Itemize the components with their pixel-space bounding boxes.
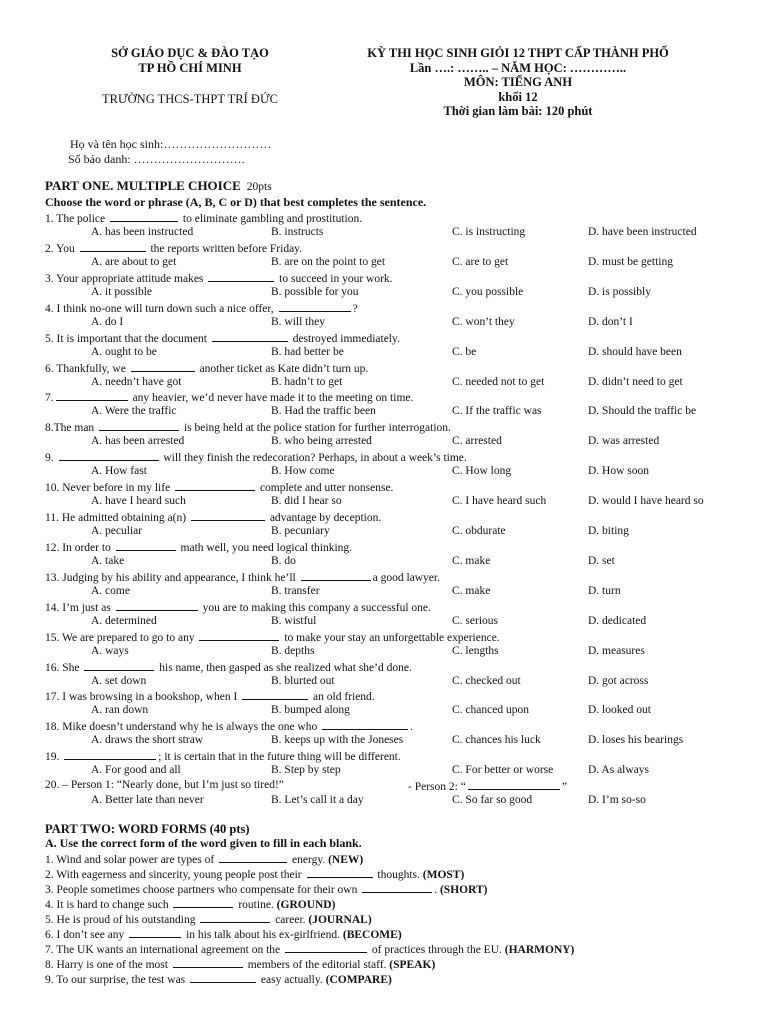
question-text: to make your stay an unforgettable experience. (281, 631, 500, 644)
answer-option[interactable]: C. arrested (452, 435, 502, 448)
question-text: 2. You (45, 242, 78, 255)
question-text: 8.The man (45, 422, 98, 435)
answer-option[interactable]: D. don’t I (588, 315, 633, 328)
options-row (0, 584, 768, 599)
question-text: is being held at the police station for further interrogation. (181, 422, 451, 435)
options-row (0, 434, 768, 449)
options-row (0, 763, 768, 778)
answer-option[interactable]: D. loses his bearings (588, 734, 684, 747)
item-text: 3. People sometimes choose partners who compensate for their own (45, 884, 361, 896)
answer-option[interactable]: D. turn (588, 584, 621, 597)
question-text: an old friend. (310, 691, 375, 704)
answer-option[interactable]: D. would I have heard so (588, 495, 704, 508)
answer-option[interactable]: D. set (588, 554, 615, 567)
question-stem (45, 419, 451, 435)
answer-option[interactable]: D. is possibly (588, 285, 651, 298)
question-stem (45, 569, 440, 585)
answer-blank[interactable] (279, 300, 351, 312)
answer-blank[interactable] (59, 449, 159, 461)
item-text: 7. The UK wants an international agreement on the (45, 944, 284, 956)
options-row (0, 375, 768, 390)
word-form-item (45, 866, 464, 882)
answer-option[interactable]: D. must be getting (588, 255, 673, 268)
answer-option[interactable]: B. will they (271, 315, 325, 328)
word-cue: (HARMONY) (504, 944, 575, 956)
item-text: 9. To our surprise, the test was (45, 974, 189, 986)
question-stem (45, 539, 352, 555)
options-row (0, 703, 768, 718)
answer-blank[interactable] (219, 851, 287, 863)
answer-blank[interactable] (212, 330, 288, 342)
part-one-heading: PART ONE. MULTIPLE CHOICE (45, 178, 241, 193)
answer-option[interactable]: C. checked out (452, 674, 521, 687)
question-text: 10. Never before in my life (45, 482, 174, 495)
question-text: 4. I think no-one will turn down such a nice offer, (45, 302, 277, 315)
question-text: any heavier, we’d never have made it to the meeting on time. (129, 392, 414, 405)
answer-blank[interactable] (468, 778, 560, 790)
question-text: 19. (45, 751, 63, 764)
question-text: 18. Mike doesn’t understand why he is always the one who (45, 721, 321, 734)
answer-blank[interactable] (116, 599, 198, 611)
answer-option[interactable]: C. is instructing (452, 226, 526, 238)
answer-option[interactable]: D. As always (588, 764, 650, 777)
answer-option[interactable]: C. make (452, 554, 491, 567)
answer-option[interactable]: B. instructs (271, 226, 324, 238)
question-stem (45, 270, 393, 286)
answer-option[interactable]: B. Let’s call it a day (271, 794, 364, 807)
answer-option[interactable]: C. For better or worse (452, 764, 554, 777)
answer-option[interactable]: D. dedicated (588, 614, 647, 627)
word-cue: (GROUND) (276, 899, 336, 911)
question-text: you are to making this company a successful one. (199, 601, 431, 614)
question-stem (45, 688, 375, 704)
question-text: 13. Judging by his ability and appearance, I think he’ll (45, 571, 299, 584)
question-text: destroyed immediately. (289, 332, 400, 345)
exam-duration: Thời gian làm bài: 120 phút (443, 104, 593, 118)
question-text: ” (561, 781, 567, 794)
question-stem (45, 509, 381, 525)
question-text: his name, then gasped as she realized what she’d done. (156, 661, 412, 674)
item-text: members of the editorial staff. (244, 959, 390, 971)
options-row (0, 674, 768, 689)
question-text: - Person 2: “ (408, 781, 466, 794)
options-row (0, 614, 768, 629)
answer-blank[interactable] (307, 866, 373, 878)
options-row (0, 345, 768, 360)
answer-option[interactable]: C. I have heard such (452, 495, 547, 508)
answer-option[interactable]: D. I’m so-so (588, 794, 646, 807)
answer-option[interactable]: A. ought to be (91, 345, 157, 358)
options-row (0, 315, 768, 330)
question-stem (45, 718, 413, 734)
question-text: math well, you need logical thinking. (177, 541, 353, 554)
answer-option[interactable]: C. are to get (452, 255, 509, 268)
question-text: 17. I was browsing in a bookshop, when I (45, 691, 241, 704)
answer-option[interactable]: A. needn’t have got (91, 375, 182, 388)
item-text: 8. Harry is one of the most (45, 959, 171, 971)
answer-option[interactable]: C. How long (452, 465, 512, 478)
answer-blank[interactable] (190, 971, 256, 983)
answer-option[interactable]: C. chances his luck (452, 734, 541, 747)
answer-option[interactable]: C. you possible (452, 285, 524, 298)
answer-blank[interactable] (173, 896, 233, 908)
question-stem (45, 479, 393, 495)
person-two-line (408, 778, 567, 794)
question-stem (45, 389, 413, 405)
word-form-item (45, 896, 335, 912)
question-text: . (410, 721, 413, 734)
answer-option[interactable]: B. do (271, 554, 296, 567)
answer-option[interactable]: B. depths (271, 644, 315, 657)
word-form-item (45, 851, 363, 867)
answer-option[interactable]: A. come (91, 584, 130, 597)
word-cue: (COMPARE) (325, 974, 392, 986)
part-one-points: 20pts (246, 181, 272, 193)
answer-option[interactable]: C. won’t they (452, 315, 515, 328)
department-name: SỞ GIÁO DỤC & ĐÀO TẠO (111, 46, 269, 60)
answer-blank[interactable] (129, 926, 181, 938)
answer-option[interactable]: C. be (452, 345, 477, 358)
student-id-field: Số báo danh: ………………………. (68, 152, 245, 166)
item-text: thoughts. (374, 869, 423, 881)
answer-option[interactable]: A. has been arrested (91, 435, 185, 448)
answer-blank[interactable] (200, 911, 270, 923)
answer-blank[interactable] (110, 210, 178, 222)
answer-option[interactable]: C. serious (452, 614, 498, 627)
question-text: another ticket as Kate didn’t turn up. (196, 362, 369, 375)
answer-blank[interactable] (116, 539, 176, 551)
question-stem (45, 629, 500, 645)
answer-blank[interactable] (208, 270, 274, 282)
word-form-item (45, 911, 372, 927)
options-row (0, 733, 768, 748)
answer-option[interactable]: B. Had the traffic been (271, 405, 376, 418)
question-stem (45, 300, 358, 316)
part-one-instruction: Choose the word or phrase (A, B, C or D) that best completes the sentence. (45, 195, 427, 209)
answer-option[interactable]: D. looked out (588, 704, 651, 717)
answer-option[interactable]: C. So far so good (452, 794, 533, 807)
answer-option[interactable]: A. peculiar (91, 525, 143, 537)
question-stem (45, 778, 284, 792)
answer-blank[interactable] (362, 881, 432, 893)
options-row (0, 554, 768, 569)
item-text: easy actually. (258, 974, 326, 986)
school-name: TRƯỜNG THCS-THPT TRÍ ĐỨC (101, 92, 278, 106)
options-row (0, 524, 768, 539)
question-stem (45, 659, 412, 675)
question-text: 14. I’m just as (45, 601, 114, 614)
answer-option[interactable]: B. bumped along (271, 704, 350, 717)
answer-option[interactable]: C. chanced upon (452, 704, 529, 717)
answer-option[interactable]: A. are about to get (91, 255, 177, 268)
question-stem (45, 240, 302, 256)
question-stem (45, 748, 401, 764)
header-right (358, 46, 678, 119)
question-text: will they finish the redecoration? Perhaps, in about a week’s time. (160, 452, 467, 465)
answer-option[interactable]: D. How soon (588, 465, 650, 478)
answer-option[interactable]: D. measures (588, 644, 645, 657)
options-row (0, 644, 768, 659)
answer-option[interactable]: A. draws the short straw (91, 734, 204, 747)
answer-option[interactable]: B. did I hear so (271, 495, 342, 508)
word-form-item (45, 881, 488, 897)
word-form-item (45, 926, 402, 942)
options-row (0, 793, 768, 808)
answer-option[interactable]: C. lengths (452, 644, 499, 657)
question-text: 5. It is important that the document (45, 332, 210, 345)
item-text: . (434, 884, 440, 896)
answer-option[interactable]: B. possible for you (271, 285, 359, 298)
item-text: of practices through the EU. (369, 944, 505, 956)
question-text: 15. We are prepared to go to any (45, 631, 198, 644)
answer-option[interactable]: B. How come (271, 465, 335, 478)
options-row (0, 464, 768, 479)
answer-option[interactable]: A. determined (91, 614, 157, 627)
answer-option[interactable]: A. it possible (91, 285, 153, 298)
answer-option[interactable]: C. If the traffic was (452, 405, 542, 418)
answer-blank[interactable] (56, 389, 128, 401)
answer-option[interactable]: B. had better be (271, 345, 344, 358)
word-form-item (45, 971, 392, 987)
answer-option[interactable]: A. take (91, 554, 125, 567)
answer-blank[interactable] (175, 479, 255, 491)
answer-option[interactable]: D. biting (588, 525, 629, 537)
question-text: a good lawyer. (372, 571, 440, 584)
exam-subject: MÔN: TIẾNG ANH (463, 75, 573, 89)
part-two-instruction: A. Use the correct form of the word given to fill in each blank. (45, 836, 362, 850)
exam-title: KỲ THI HỌC SINH GIỎI 12 THPT CẤP THÀNH PHỐ (367, 46, 669, 60)
city-name: TP HỒ CHÍ MINH (138, 60, 242, 75)
question-stem (45, 210, 362, 226)
exam-grade: khối 12 (498, 89, 538, 104)
answer-option[interactable]: B. pecuniary (271, 525, 330, 537)
answer-blank[interactable] (84, 659, 154, 671)
answer-blank[interactable] (131, 360, 195, 372)
answer-blank[interactable] (301, 569, 371, 581)
options-row (0, 225, 768, 240)
item-text: 5. He is proud of his outstanding (45, 914, 199, 926)
word-form-item (45, 941, 574, 957)
answer-blank[interactable] (322, 718, 408, 730)
answer-blank[interactable] (64, 748, 156, 760)
answer-option[interactable]: D. was arrested (588, 435, 660, 448)
question-text: 11. He admitted obtaining a(n) (45, 512, 189, 524)
answer-blank[interactable] (285, 941, 367, 953)
answer-blank[interactable] (199, 629, 279, 641)
answer-blank[interactable] (99, 419, 179, 431)
question-text: to eliminate gambling and prostitution. (180, 213, 363, 225)
word-cue: (NEW) (328, 854, 364, 866)
answer-option[interactable]: A. have I heard such (91, 495, 186, 508)
answer-option[interactable]: B. hadn’t to get (271, 375, 343, 388)
exam-round: Lần ….: …….. – NĂM HỌC: ………….. (409, 60, 627, 75)
answer-option[interactable]: A. Were the traffic (91, 405, 177, 418)
answer-option[interactable]: D. didn’t need to get (588, 375, 683, 388)
question-text: the reports written before Friday. (147, 242, 303, 255)
answer-option[interactable]: A. set down (91, 674, 147, 687)
question-text: 9. (45, 452, 57, 465)
question-text: complete and utter nonsense. (257, 482, 394, 495)
options-row (0, 255, 768, 270)
question-text: 16. She (45, 661, 83, 674)
question-stem (45, 360, 368, 376)
word-cue: (BECOME) (342, 929, 402, 941)
answer-option[interactable]: D. Should the traffic be (588, 405, 697, 418)
answer-blank[interactable] (173, 956, 243, 968)
answer-option[interactable]: A. has been instructed (91, 226, 194, 238)
options-row (0, 494, 768, 509)
answer-option[interactable]: D. should have been (588, 345, 682, 358)
answer-option[interactable]: B. wistful (271, 614, 317, 627)
answer-option[interactable]: D. got across (588, 674, 649, 687)
question-text: ; it is certain that in the future thing will be different. (158, 751, 401, 764)
answer-option[interactable]: A. ways (91, 644, 129, 657)
word-cue: (SHORT) (439, 884, 488, 896)
word-cue: (SPEAK) (389, 959, 436, 971)
answer-option[interactable]: C. obdurate (452, 525, 506, 537)
answer-option[interactable]: C. make (452, 584, 491, 597)
question-text: 12. In order to (45, 541, 114, 554)
answer-option[interactable]: A. For good and all (91, 764, 181, 777)
item-text: 4. It is hard to change such (45, 899, 172, 911)
item-text: in his talk about his ex-girlfriend. (183, 929, 343, 941)
answer-option[interactable]: A. How fast (91, 465, 147, 478)
answer-option[interactable]: B. transfer (271, 584, 320, 597)
item-text: career. (272, 914, 309, 926)
question-stem (45, 449, 467, 465)
part-two-title: PART TWO: WORD FORMS (40 pts) (45, 822, 250, 836)
answer-blank[interactable] (80, 240, 146, 252)
item-text: 6. I don’t see any (45, 929, 128, 941)
question-stem (45, 330, 400, 346)
answer-option[interactable]: C. needed not to get (452, 375, 545, 388)
options-row (0, 285, 768, 300)
question-text: 20. – Person 1: “Nearly done, but I’m just so tired!” (45, 779, 284, 792)
answer-option[interactable]: A. ran down (91, 704, 149, 717)
answer-option[interactable]: D. have been instructed (588, 226, 697, 238)
answer-option[interactable]: B. keeps up with the Joneses (271, 734, 404, 747)
word-cue: (MOST) (422, 869, 465, 881)
question-text: ? (352, 302, 358, 315)
word-cue: (JOURNAL) (308, 914, 372, 926)
answer-blank[interactable] (191, 509, 265, 521)
question-stem (45, 599, 431, 615)
word-form-item (45, 956, 435, 972)
header-left (60, 46, 320, 107)
question-text: 6. Thankfully, we (45, 362, 129, 375)
question-text: to succeed in your work. (276, 272, 393, 285)
item-text: energy. (289, 854, 329, 866)
answer-blank[interactable] (242, 688, 308, 700)
options-row (0, 404, 768, 419)
answer-option[interactable]: A. Better late than never (91, 794, 204, 807)
answer-option[interactable]: B. blurted out (271, 674, 335, 687)
question-text: 1. The police (45, 213, 109, 225)
question-text: 3. Your appropriate attitude makes (45, 272, 207, 285)
question-text: 7. (45, 392, 54, 405)
answer-option[interactable]: B. who being arrested (271, 435, 372, 448)
answer-option[interactable]: A. do I (91, 315, 124, 328)
item-text: 2. With eagerness and sincerity, young people post their (45, 869, 305, 881)
item-text: 1. Wind and solar power are types of (45, 854, 218, 866)
answer-option[interactable]: B. Step by step (271, 764, 341, 777)
part-one-title (45, 178, 272, 194)
student-name-field: Họ và tên học sinh:……………………… (70, 137, 272, 151)
answer-option[interactable]: B. are on the point to get (271, 255, 386, 268)
item-text: routine. (235, 899, 277, 911)
question-text: advantage by deception. (266, 512, 382, 524)
